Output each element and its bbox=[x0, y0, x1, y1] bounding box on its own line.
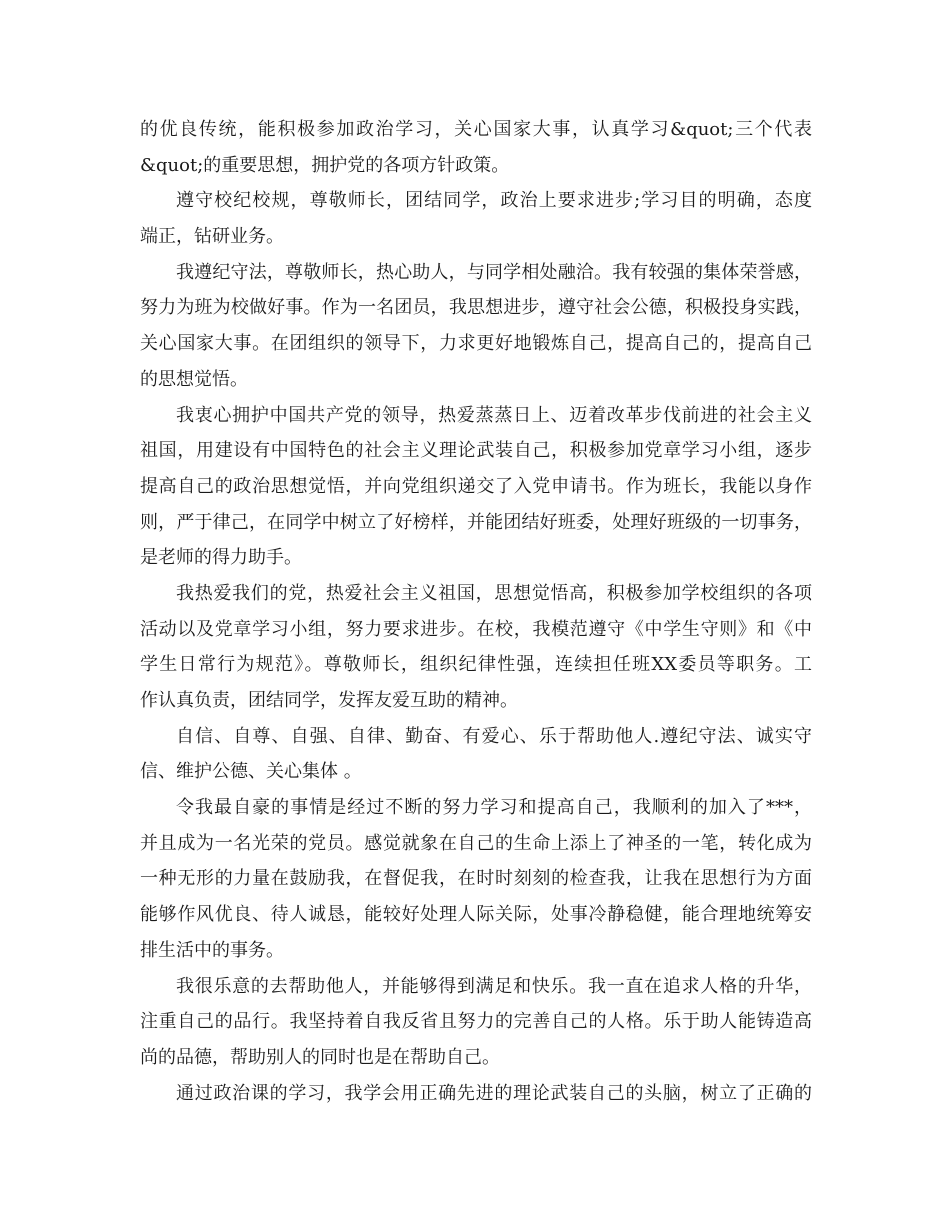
paragraph bbox=[140, 719, 812, 790]
text-line: 令我最自豪的事情是经过不断的努力学习和提高自己，我顺利的加入了***， bbox=[176, 797, 812, 819]
paragraph bbox=[140, 112, 812, 183]
text-line: 能够作风优良、待人诚恳，能较好处理人际关际，处事冷静稳健，能合理地统筹安 bbox=[140, 904, 812, 926]
text-line: 是老师的得力助手。 bbox=[140, 547, 302, 569]
paragraph bbox=[140, 255, 812, 398]
document-body bbox=[140, 112, 812, 1111]
paragraph bbox=[140, 790, 812, 968]
text-line: 我遵纪守法，尊敬师长，热心助人，与同学相处融洽。我有较强的集体荣誉感， bbox=[176, 261, 812, 283]
text-line: 并且成为一名光荣的党员。感觉就象在自己的生命上添上了神圣的一笔，转化成为 bbox=[140, 832, 812, 854]
text-line: 通过政治课的学习，我学会用正确先进的理论武装自己的头脑，树立了正确的 bbox=[176, 1082, 812, 1104]
text-line: 则，严于律己，在同学中树立了好榜样，并能团结好班委，处理好班级的一切事务， bbox=[140, 511, 812, 533]
text-line: 自信、自尊、自强、自律、勤奋、有爱心、乐于帮助他人.遵纪守法、诚实守 bbox=[176, 725, 812, 747]
paragraph bbox=[140, 576, 812, 719]
paragraph bbox=[140, 183, 812, 254]
paragraph bbox=[140, 969, 812, 1076]
text-line: 我热爱我们的党，热爱社会主义祖国，思想觉悟高，积极参加学校组织的各项 bbox=[176, 582, 812, 604]
text-line: 作认真负责，团结同学，发挥友爱互助的精神。 bbox=[140, 690, 518, 711]
text-line: 遵守校纪校规，尊敬师长，团结同学，政治上要求进步;学习目的明确，态度 bbox=[176, 190, 812, 212]
paragraph bbox=[140, 1076, 812, 1112]
text-line: 信、维护公德、关心集体 。 bbox=[140, 761, 362, 783]
text-line: 一种无形的力量在鼓励我，在督促我，在时时刻刻的检查我，让我在思想行为方面 bbox=[140, 868, 812, 890]
text-line: 的思想觉悟。 bbox=[140, 368, 248, 390]
text-line: 我衷心拥护中国共产党的领导，热爱蒸蒸日上、迈着改革步伐前进的社会主义 bbox=[176, 404, 812, 426]
text-line: 祖国，用建设有中国特色的社会主义理论武装自己，积极参加党章学习小组，逐步 bbox=[140, 440, 812, 462]
text-line: &quot;的重要思想，拥护党的各项方针政策。 bbox=[140, 154, 510, 176]
text-line: 活动以及党章学习小组，努力要求进步。在校，我模范遵守《中学生守则》和《中 bbox=[140, 618, 812, 640]
text-line: 关心国家大事。在团组织的领导下，力求更好地锻炼自己，提高自己的，提高自己 bbox=[140, 333, 812, 355]
text-line: 尚的品德，帮助别人的同时也是在帮助自己。 bbox=[140, 1046, 500, 1068]
text-line: 注重自己的品行。我坚持着自我反省且努力的完善自己的人格。乐于助人能铸造高 bbox=[140, 1011, 812, 1033]
text-line: 我很乐意的去帮助他人，并能够得到满足和快乐。我一直在追求人格的升华， bbox=[176, 975, 812, 997]
text-line: 排生活中的事务。 bbox=[140, 939, 284, 961]
text-line: 提高自己的政治思想觉悟，并向党组织递交了入党申请书。作为班长，我能以身作 bbox=[140, 475, 812, 497]
text-line: 的优良传统，能积极参加政治学习，关心国家大事，认真学习&quot;三个代表 bbox=[140, 119, 812, 140]
text-line: 学生日常行为规范》。尊敬师长，组织纪律性强，连续担任班XX委员等职务。工 bbox=[140, 654, 812, 676]
text-line: 努力为班为校做好事。作为一名团员，我思想进步，遵守社会公德，积极投身实践， bbox=[140, 297, 812, 319]
text-line: 端正，钻研业务。 bbox=[140, 226, 284, 248]
paragraph bbox=[140, 398, 812, 576]
